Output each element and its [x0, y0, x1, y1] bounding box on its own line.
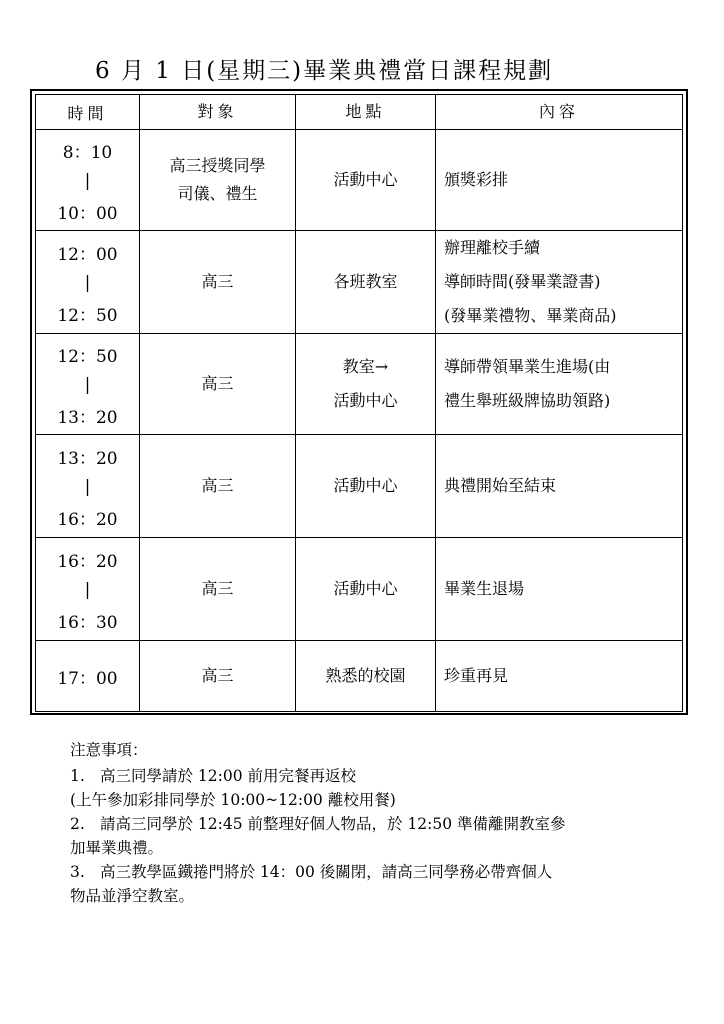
- audience-cell: [140, 334, 296, 435]
- note-number: 1.: [70, 767, 85, 785]
- content-line: 禮生舉班級牌協助領路): [444, 391, 611, 410]
- time-start: 12：50: [57, 347, 118, 367]
- location-cell: [296, 435, 436, 538]
- location-line: 熟悉的校園: [325, 666, 406, 685]
- time-cell: [36, 641, 140, 712]
- location-line: 教室→: [342, 357, 389, 376]
- audience-line: 高三: [201, 476, 234, 495]
- notes-section: [70, 738, 690, 908]
- content-line: 導師時間(發畢業證書): [444, 272, 601, 291]
- note-text: 高三同學請於 12:00 前用完餐再返校: [100, 767, 357, 785]
- notes-heading: 注意事項：: [70, 741, 148, 759]
- note-text: 請高三同學於 12:45 前整理好個人物品，於 12:50 準備離開教室參: [100, 815, 566, 833]
- note-item: [70, 860, 690, 908]
- content-cell: [436, 231, 683, 334]
- note-item: [70, 764, 690, 812]
- time-end: 12：50: [57, 306, 118, 326]
- schedule-table: [35, 94, 683, 712]
- audience-line: 高三授獎同學: [169, 156, 266, 175]
- content-line: 畢業生退場: [444, 579, 525, 598]
- table-row: [36, 231, 683, 334]
- audience-cell: [140, 231, 296, 334]
- time-start: 16：20: [57, 552, 118, 572]
- audience-line: 高三: [201, 666, 234, 685]
- time-end: 13：20: [57, 408, 118, 428]
- audience-cell: [140, 538, 296, 641]
- location-cell: [296, 334, 436, 435]
- time-end: 10：00: [57, 204, 118, 224]
- time-cell: [36, 538, 140, 641]
- time-end: 16：20: [57, 510, 118, 530]
- location-line: 各班教室: [333, 272, 398, 291]
- audience-line: 高三: [201, 374, 234, 393]
- audience-cell: [140, 435, 296, 538]
- time-cell: [36, 130, 140, 231]
- time-separator: |: [84, 477, 91, 497]
- time-cell: [36, 231, 140, 334]
- content-line: 辦理離校手續: [444, 238, 541, 257]
- content-line: 導師帶領畢業生進場(由: [444, 357, 611, 376]
- time-start: 13：20: [57, 449, 118, 469]
- header-content: 內容: [436, 95, 683, 130]
- content-cell: [436, 435, 683, 538]
- time-cell: [36, 334, 140, 435]
- table-row: [36, 334, 683, 435]
- location-line: 活動中心: [333, 391, 398, 410]
- content-line: 珍重再見: [444, 666, 509, 685]
- location-line: 活動中心: [333, 170, 398, 189]
- time-separator: |: [84, 375, 91, 395]
- audience-line: 高三: [201, 579, 234, 598]
- time-single: 17：00: [57, 668, 118, 689]
- table-row: [36, 538, 683, 641]
- page-title: 6 月 1 日(星期三)畢業典禮當日課程規劃: [95, 58, 554, 84]
- content-cell: [436, 130, 683, 231]
- content-line: 頒獎彩排: [444, 170, 509, 189]
- location-cell: [296, 641, 436, 712]
- table-header-row: [36, 95, 683, 130]
- note-continuation: 加畢業典禮。: [70, 839, 164, 857]
- header-location: 地點: [296, 95, 436, 130]
- header-audience: 對象: [140, 95, 296, 130]
- schedule-frame: [30, 89, 688, 715]
- audience-cell: [140, 641, 296, 712]
- table-row: [36, 435, 683, 538]
- location-line: 活動中心: [333, 579, 398, 598]
- content-line: (發畢業禮物、畢業商品): [444, 306, 617, 325]
- location-cell: [296, 130, 436, 231]
- content-cell: [436, 641, 683, 712]
- table-row: [36, 130, 683, 231]
- audience-line: 高三: [201, 272, 234, 291]
- content-line: 典禮開始至結束: [444, 476, 557, 495]
- time-separator: |: [84, 171, 91, 191]
- table-row: [36, 641, 683, 712]
- time-start: 12：00: [57, 245, 118, 265]
- location-cell: [296, 538, 436, 641]
- time-end: 16：30: [57, 613, 118, 633]
- note-continuation: (上午參加彩排同學於 10:00~12:00 離校用餐): [70, 791, 396, 809]
- time-separator: |: [84, 273, 91, 293]
- header-time: 時間: [36, 95, 140, 130]
- location-line: 活動中心: [333, 476, 398, 495]
- time-cell: [36, 435, 140, 538]
- content-cell: [436, 334, 683, 435]
- note-text: 高三教學區鐵捲門將於 14：00 後關閉，請高三同學務必帶齊個人: [100, 863, 553, 881]
- note-item: [70, 812, 690, 860]
- note-number: 3.: [70, 863, 85, 881]
- time-start: 8：10: [62, 143, 113, 163]
- content-cell: [436, 538, 683, 641]
- audience-line: 司儀、禮生: [177, 184, 258, 203]
- note-number: 2.: [70, 815, 85, 833]
- note-continuation: 物品並淨空教室。: [70, 887, 195, 905]
- location-cell: [296, 231, 436, 334]
- audience-cell: [140, 130, 296, 231]
- time-separator: |: [84, 580, 91, 600]
